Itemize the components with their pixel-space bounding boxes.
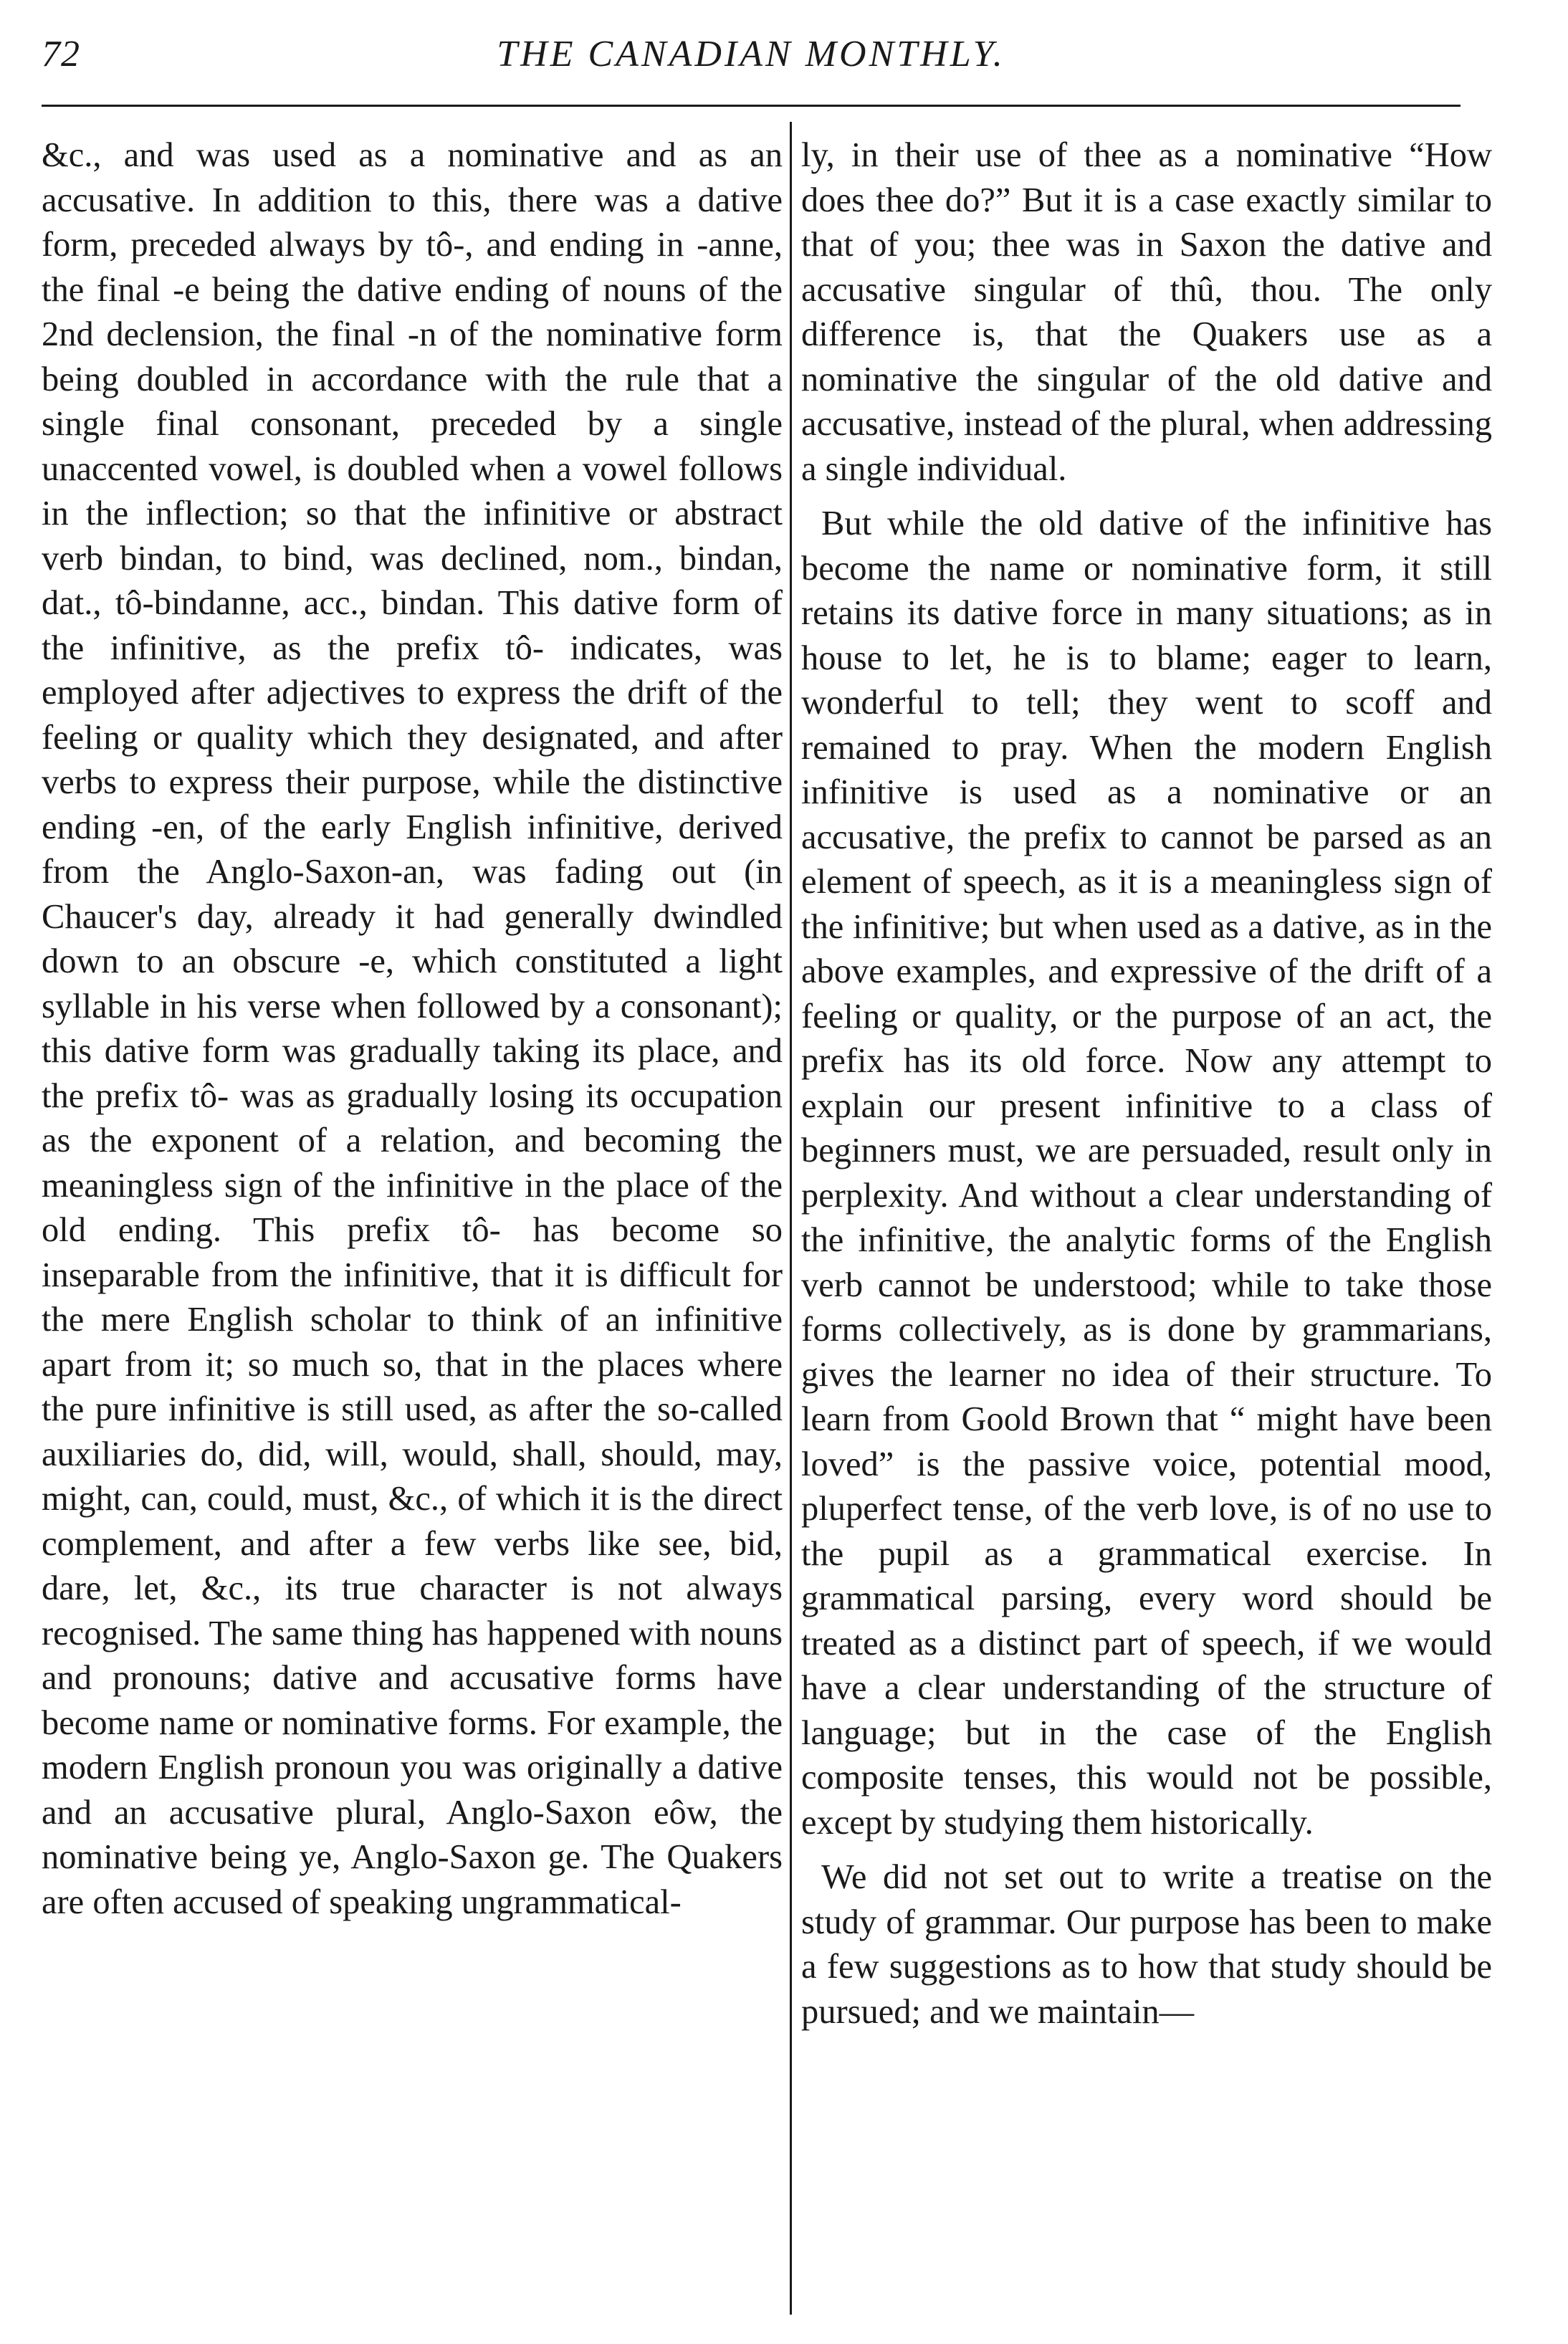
page-number: 72 — [42, 34, 80, 75]
left-column — [42, 133, 783, 1925]
header-rule — [42, 105, 1461, 107]
paragraph-text: ly, in their use of thee as a nominative “How does thee do?” But it is a case exactly similar to that of you; thee was in Saxon the dative and accusative singular of thû, thou. The only difference is, that the Quakers use as a nominative the singular of the old dative and accusative, instead of the plural, when addressing a single individual. — [801, 136, 1492, 488]
column-divider — [790, 122, 792, 2315]
paragraph — [801, 1855, 1492, 2034]
paragraph — [801, 133, 1492, 492]
paragraph — [42, 133, 783, 1925]
paragraph — [801, 502, 1492, 1845]
paragraph-text: &c., and was used as a nominative and as an accusative. In addition to this, there was a dative form, preceded always by tô-, and ending in -anne, the final -e being the dative ending of nouns of the 2nd declension, the final -n of the nominative form being doubled in accordance with the rule that a single final consonant, preceded by a single unaccented vowel, is doubled when a vowel follows in the inflection; so that the infinitive or abstract verb bindan, to bind, was declined, nom., bindan, dat., tô-bindanne, acc., bindan. This dative form of the infinitive, as the prefix tô- indicates, was employed after adjectives to express the drift of the feeling or quality which they designated, and after verbs to express their purpose, while the distinctive ending -en, of the early English infinitive, derived from the Anglo-Saxon-an, was fading out (in Chaucer's day, already it had generally dwindled down to an obscure -e, which constituted a light syllable in his verse when followed by a consonant); this dative form was gradually taking its place, and the prefix tô- was as gradually losing its occupation as the exponent of a relation, and becoming the meaningless sign of the infinitive in the place of the old ending. This prefix tô- has become so inseparable from the infinitive, that it is difficult for the mere English scholar to think of an infinitive apart from it; so much so, that in the places where the pure infinitive is still used, as after the so-called auxiliaries do, did, will, would, shall, should, may, might, can, could, must, &c., of which it is the direct complement, and after a few verbs like see, bid, dare, let, &c., its true character is not always recognised. The same thing has happened with nouns and pronouns; dative and accusative forms have become name or nominative forms. For example, the modern English pronoun you was originally a dative and an accusative plural, Anglo-Saxon eôw, the nominative being ye, Anglo-Saxon ge. The Quakers are often accused of speaking ungrammatical- — [42, 136, 783, 1921]
paragraph-text: We did not set out to write a treatise on the study of grammar. Our purpose has been to make a few suggestions as to how that study should be pursued; and we maintain— — [801, 1858, 1492, 2031]
page-header — [42, 29, 1461, 86]
running-head: THE CANADIAN MONTHLY. — [497, 34, 1005, 75]
paragraph-text: But while the old dative of the infinitive has become the name or nominative form, it still retains its dative force in many situations; as in house to let, he is to blame; eager to learn, wonderful to tell; they went to scoff and remained to pray. When the modern English infinitive is used as a nominative or an accusative, the prefix to cannot be parsed as an element of speech, as it is a meaningless sign of the infinitive; but when used as a dative, as in the above examples, and expressive of the drift of a feeling or quality, or the purpose of an act, the prefix has its old force. Now any attempt to explain our present infinitive to a class of beginners must, we are persuaded, result only in perplexity. And without a clear understanding of the infinitive, the analytic forms of the English verb cannot be understood; while to take those forms collectively, as is done by grammarians, gives the learner no idea of their structure. To learn from Goold Brown that “ might have been loved” is the passive voice, potential mood, pluperfect tense, of the verb love, is of no use to the pupil as a grammatical exercise. In grammatical parsing, every word should be treated as a distinct part of speech, if we would have a clear understanding of the structure of language; but in the case of the English composite tenses, this would not be possible, except by studying them historically. — [801, 504, 1492, 1842]
right-column — [801, 133, 1492, 2034]
